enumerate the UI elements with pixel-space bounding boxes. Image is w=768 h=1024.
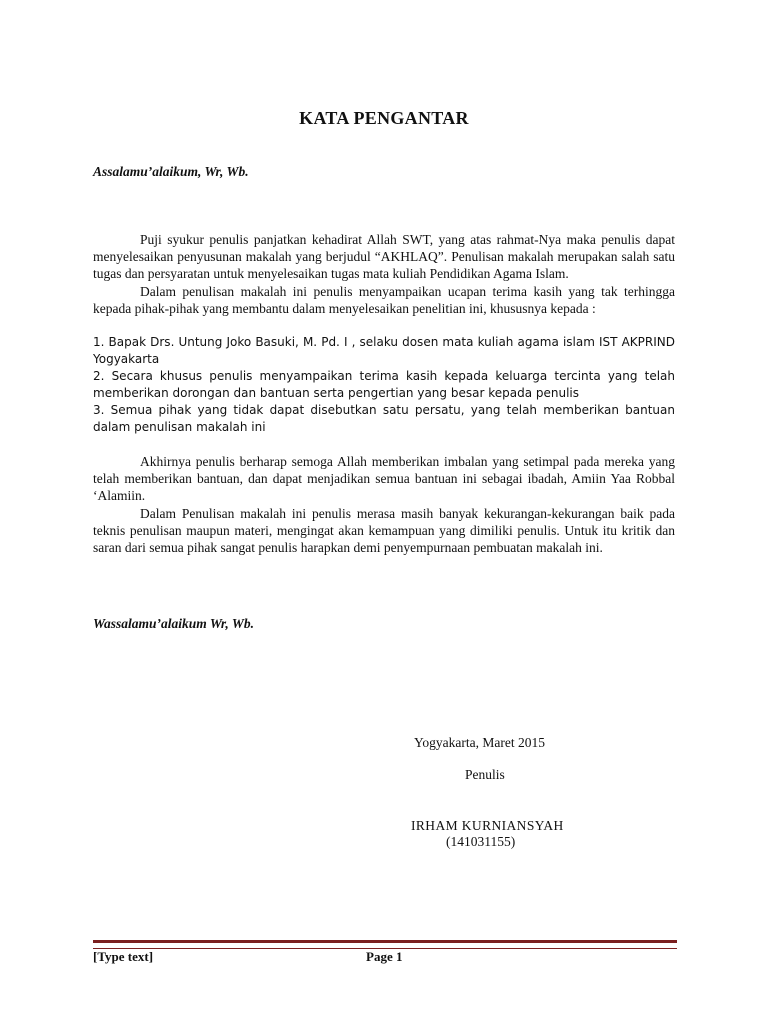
opening-greeting: Assalamu’alaikum, Wr, Wb.: [93, 164, 249, 179]
signature-name: IRHAM KURNIANSYAH: [411, 818, 564, 833]
document-body: [93, 231, 675, 556]
spacer: [93, 317, 675, 334]
signature-role: Penulis: [465, 767, 505, 782]
signature-student-id: (141031155): [446, 834, 516, 849]
footer-placeholder-text: [Type text]: [93, 949, 154, 964]
list-item: 1. Bapak Drs. Untung Joko Basuki, M. Pd. I , selaku dosen mata kuliah agama islam IST AKPRIND Yogyakarta: [93, 335, 675, 367]
paragraph-intro: Puji syukur penulis panjatkan kehadirat Allah SWT, yang atas rahmat-Nya maka penulis dapat menyelesaikan penyusunan makalah yang berjudul “AKHLAQ”. Penulisan makalah merupakan salah satu tugas dan persyaratan untuk menyelesaikan tugas mata kuliah Pendidikan Agama Islam.: [93, 232, 675, 282]
paragraph-closing-hope: Akhirnya penulis berharap semoga Allah memberikan imbalan yang setimpal pada mereka yang telah memberikan bantuan, dan dapat menjadikan semua bantuan ini sebagai ibadah, Amiin Yaa Robbal ‘Alamiin.: [93, 454, 675, 504]
list-item: 2. Secara khusus penulis menyampaikan terima kasih kepada keluarga tercinta yang telah memberikan dorongan dan bantuan serta pengertian yang besar kepada penulis: [93, 369, 675, 401]
page-number: Page 1: [366, 949, 403, 964]
closing-greeting: Wassalamu’alaikum Wr, Wb.: [93, 616, 255, 631]
signature-place-date: Yogyakarta, Maret 2015: [414, 735, 545, 750]
paragraph-thanks: Dalam penulisan makalah ini penulis menyampaikan ucapan terima kasih yang tak terhingga kepada pihak-pihak yang membantu dalam menyelesaikan penelitian ini, khususnya kepada :: [93, 283, 675, 316]
spacer: [93, 436, 675, 453]
paragraph-shortcomings: Dalam Penulisan makalah ini penulis merasa masih banyak kekurangan-kekurangan baik pada teknis penulisan maupun materi, mengingat akan kemampuan yang dimiliki penulis. Untuk itu kritik dan saran dari semua pihak sangat penulis harapkan demi penyempurnaan pembuatan makalah ini.: [93, 505, 675, 556]
list-item: 3. Semua pihak yang tidak dapat disebutkan satu persatu, yang telah memberikan bantuan dalam penulisan makalah ini: [93, 403, 675, 435]
page-title: KATA PENGANTAR: [299, 108, 469, 128]
footer-divider: [93, 940, 677, 949]
